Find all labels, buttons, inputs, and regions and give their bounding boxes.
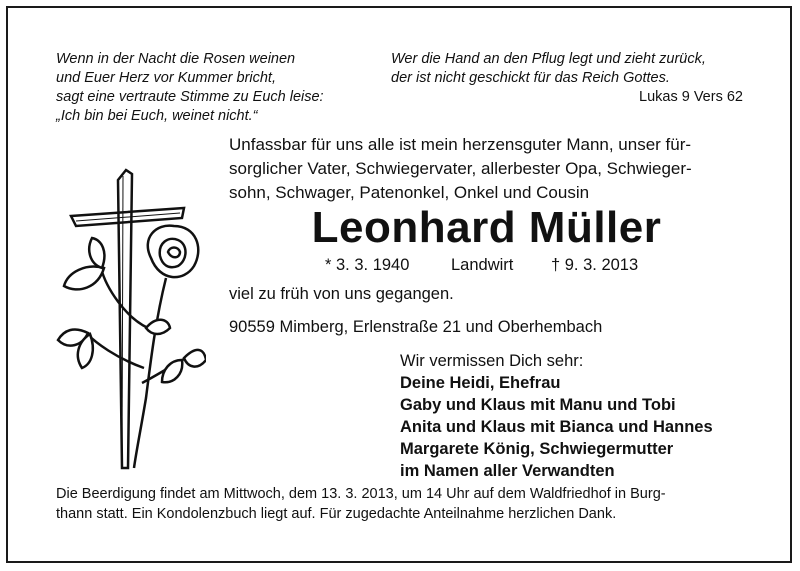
mourner-line: Gaby und Klaus mit Manu und Tobi bbox=[400, 396, 676, 414]
poem-line: Wenn in der Nacht die Rosen weinen bbox=[56, 51, 296, 67]
intro-line: Unfassbar für uns alle ist mein herzensguter Mann, unser für- bbox=[229, 135, 692, 154]
mourner-line: Margarete König, Schwiegermutter bbox=[400, 440, 674, 458]
quote-source: Lukas 9 Vers 62 bbox=[639, 89, 743, 105]
quote-line: der ist nicht geschickt für das Reich Gottes. bbox=[391, 70, 670, 86]
poem-line: und Euer Herz vor Kummer bricht, bbox=[56, 70, 276, 86]
passed-text: viel zu früh von uns gegangen. bbox=[229, 285, 454, 303]
mourner-line: Anita und Klaus mit Bianca und Hannes bbox=[400, 418, 713, 436]
address: 90559 Mimberg, Erlenstraße 21 und Oberhembach bbox=[229, 318, 603, 336]
birth-date: * 3. 3. 1940 bbox=[325, 256, 410, 274]
quote-line: Wer die Hand an den Pflug legt und zieht zurück, bbox=[391, 51, 706, 67]
mourners-block bbox=[400, 350, 713, 482]
intro-line: sorglicher Vater, Schwiegervater, allerbester Opa, Schwieger- bbox=[229, 159, 692, 178]
bible-quote bbox=[391, 50, 743, 107]
deceased-name: Leonhard Müller bbox=[311, 203, 662, 252]
profession: Landwirt bbox=[451, 256, 514, 274]
cross-with-rose-icon bbox=[56, 168, 206, 473]
poem-line: „Ich bin bei Euch, weinet nicht.“ bbox=[56, 108, 258, 124]
intro-text bbox=[229, 133, 744, 205]
poem-line: sagt eine vertraute Stimme zu Euch leise: bbox=[56, 89, 324, 105]
poem-left bbox=[56, 50, 324, 126]
mourner-line: im Namen aller Verwandten bbox=[400, 462, 615, 480]
mourner-line: Deine Heidi, Ehefrau bbox=[400, 374, 561, 392]
footer-line: Die Beerdigung findet am Mittwoch, dem 13. 3. 2013, um 14 Uhr auf dem Waldfriedhof in Burg- bbox=[56, 486, 666, 502]
footer-line: thann statt. Ein Kondolenzbuch liegt auf. Für zugedachte Anteilnahme herzlichen Dank. bbox=[56, 505, 617, 522]
funeral-info bbox=[56, 485, 746, 524]
death-date: † 9. 3. 2013 bbox=[551, 256, 639, 274]
mourners-intro: Wir vermissen Dich sehr: bbox=[400, 352, 584, 370]
intro-line: sohn, Schwager, Patenonkel, Onkel und Cousin bbox=[229, 183, 590, 202]
